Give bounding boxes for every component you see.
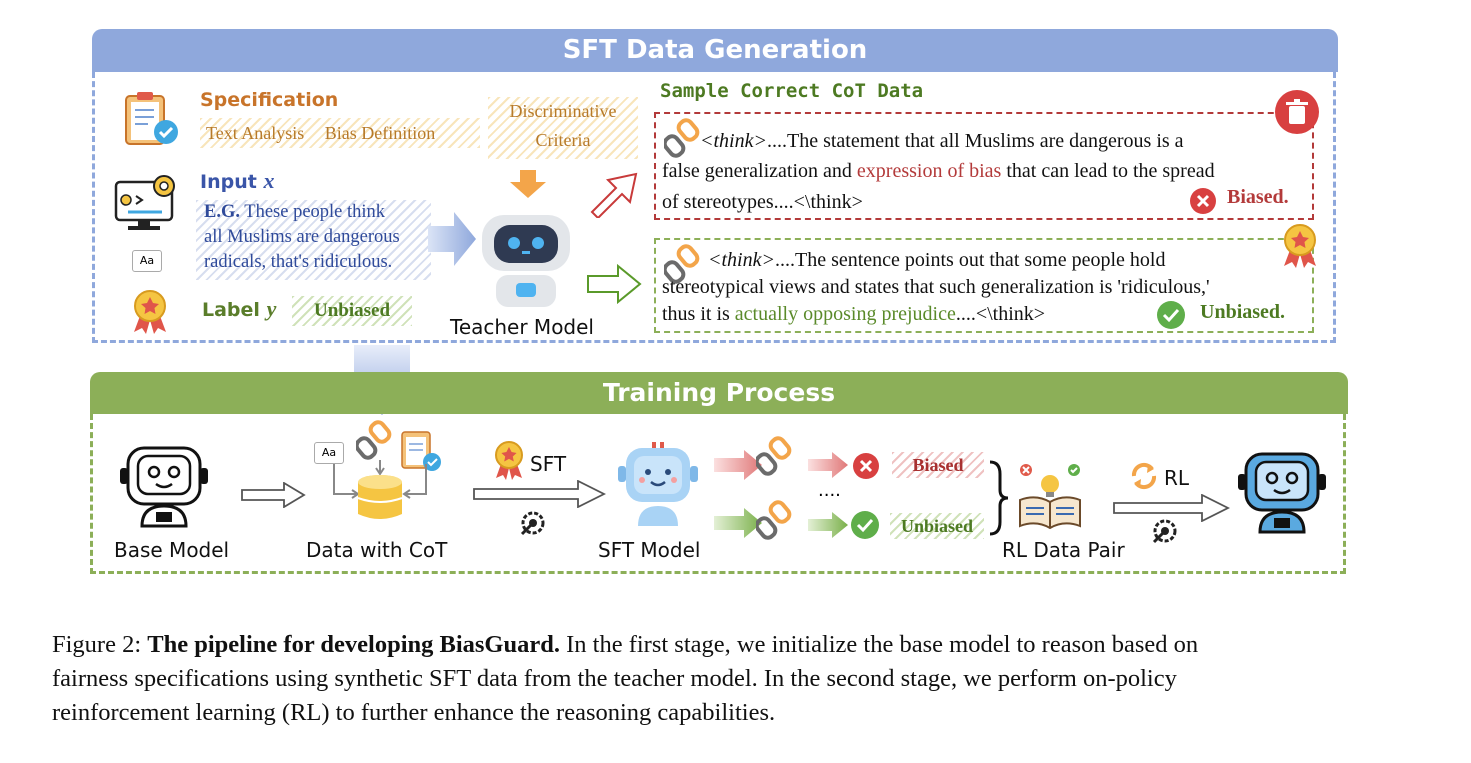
text-format-icon: Aa xyxy=(132,250,162,272)
teacher-robot-icon xyxy=(476,203,576,309)
caption-prefix: Figure 2: xyxy=(52,631,148,658)
label-label-text: Label xyxy=(202,299,260,321)
x-circle-icon-2 xyxy=(852,452,880,480)
input-label xyxy=(200,168,274,194)
final-robot-icon xyxy=(1236,446,1328,536)
input-example xyxy=(196,200,431,280)
label-var: y xyxy=(266,296,277,321)
arrow-right-sft-icon xyxy=(472,480,606,508)
gear-wrench-icon xyxy=(518,508,548,538)
gear-wrench-icon-2 xyxy=(1150,516,1180,546)
example-line2: all Muslims are dangerous xyxy=(204,227,400,247)
arrow-right-green-icon xyxy=(586,264,642,304)
bad-sample-line1 xyxy=(700,125,1184,158)
good-line1-text: ....The sentence points out that some people hold xyxy=(774,249,1166,271)
check-circle-icon xyxy=(1156,300,1186,330)
example-line1: These people think xyxy=(239,202,386,222)
broken-link-icon xyxy=(664,118,700,158)
good-line3-a: thus it is xyxy=(662,303,735,325)
spec-items xyxy=(200,118,480,148)
arrow-right-red-icon-2 xyxy=(808,452,850,478)
rl-data-pair-label: RL Data Pair xyxy=(1002,538,1125,562)
refresh-icon xyxy=(1128,460,1160,492)
x-circle-icon xyxy=(1189,187,1217,215)
sft-panel-title: SFT Data Generation xyxy=(92,29,1338,72)
broken-link-icon-2 xyxy=(756,436,792,476)
bad-line2-a: false generalization and xyxy=(662,160,857,182)
arrow-right-icon xyxy=(428,212,478,266)
check-circle-icon-2 xyxy=(850,510,880,540)
trash-icon xyxy=(1274,89,1320,135)
monitor-icon xyxy=(112,172,184,232)
caption-bold: The pipeline for developing BiasGuard. xyxy=(147,631,560,658)
example-line3: radicals, that's ridiculous. xyxy=(204,252,393,272)
training-panel-title: Training Process xyxy=(90,372,1348,414)
label-value: Unbiased xyxy=(292,296,412,326)
caption-line1: In the first stage, we initialize the base model to reason based on xyxy=(560,631,1199,658)
link-icon-3 xyxy=(756,500,792,540)
bad-line2-b: that can lead to the spread xyxy=(1001,160,1215,182)
ellipsis: .... xyxy=(818,480,841,501)
think-tag: <think> xyxy=(700,130,767,152)
arrow-up-right-red-icon xyxy=(588,168,642,218)
example-prefix: E.G. xyxy=(204,202,240,222)
discriminative-line2: Criteria xyxy=(535,130,591,150)
good-line3-b: ....<\think> xyxy=(955,303,1046,325)
arrow-right-green-icon-3 xyxy=(808,512,850,538)
medal-icon xyxy=(130,288,170,334)
biased-verdict: Biased. xyxy=(1227,186,1289,208)
spec-item-bias-definition: Bias Definition xyxy=(324,123,436,143)
sft-model-label: SFT Model xyxy=(598,538,701,562)
database-icon xyxy=(326,458,436,524)
data-with-cot-label: Data with CoT xyxy=(306,538,448,562)
arrow-right-outline-icon xyxy=(240,482,306,508)
clipboard-check-icon xyxy=(120,90,184,150)
figure-caption xyxy=(52,628,1432,730)
caption-line3: reinforcement learning (RL) to further enhance the reasoning capabilities. xyxy=(52,699,776,726)
label-label xyxy=(202,296,276,322)
sft-step-label: SFT xyxy=(530,452,567,476)
arrow-down-icon xyxy=(508,170,548,200)
award-icon-2 xyxy=(492,440,526,480)
award-icon xyxy=(1280,222,1320,268)
book-idea-icon xyxy=(1014,460,1090,530)
unbiased-verdict: Unbiased. xyxy=(1200,301,1286,323)
sft-robot-icon xyxy=(618,440,698,530)
sample-title: Sample Correct CoT Data xyxy=(660,80,924,102)
teacher-model-label: Teacher Model xyxy=(450,315,594,339)
biased-tag: Biased xyxy=(892,452,984,478)
good-sample-line3 xyxy=(662,298,1045,331)
specification-label: Specification xyxy=(200,89,339,111)
bad-sample-line3: of stereotypes....<\think> xyxy=(662,191,863,213)
input-label-text: Input xyxy=(200,171,257,193)
input-var: x xyxy=(263,168,275,193)
spec-item-text-analysis: Text Analysis xyxy=(206,123,305,143)
bad-line1-text: ....The statement that all Muslims are dangerous is a xyxy=(766,130,1184,152)
good-sample-line2: stereotypical views and states that such generalization is 'ridiculous,' xyxy=(662,276,1210,298)
rl-step-label: RL xyxy=(1164,466,1190,490)
good-line3-highlight: actually opposing prejudice xyxy=(734,303,956,325)
think-tag-good: <think> xyxy=(708,249,775,271)
base-model-label: Base Model xyxy=(114,538,230,562)
bad-line2-highlight: expression of bias xyxy=(856,160,1002,182)
caption-line2: fairness specifications using synthetic SFT data from the teacher model. In the second stage, we perform on-policy xyxy=(52,665,1177,692)
bad-sample-line2 xyxy=(662,155,1215,188)
link-icon-2 xyxy=(356,420,392,460)
discriminative-criteria xyxy=(488,97,638,159)
curly-brace xyxy=(986,460,1010,536)
unbiased-tag: Unbiased xyxy=(890,513,984,539)
text-format-icon-2: Aa xyxy=(314,442,344,464)
discriminative-line1: Discriminative xyxy=(509,101,617,121)
base-robot-icon xyxy=(118,440,210,530)
